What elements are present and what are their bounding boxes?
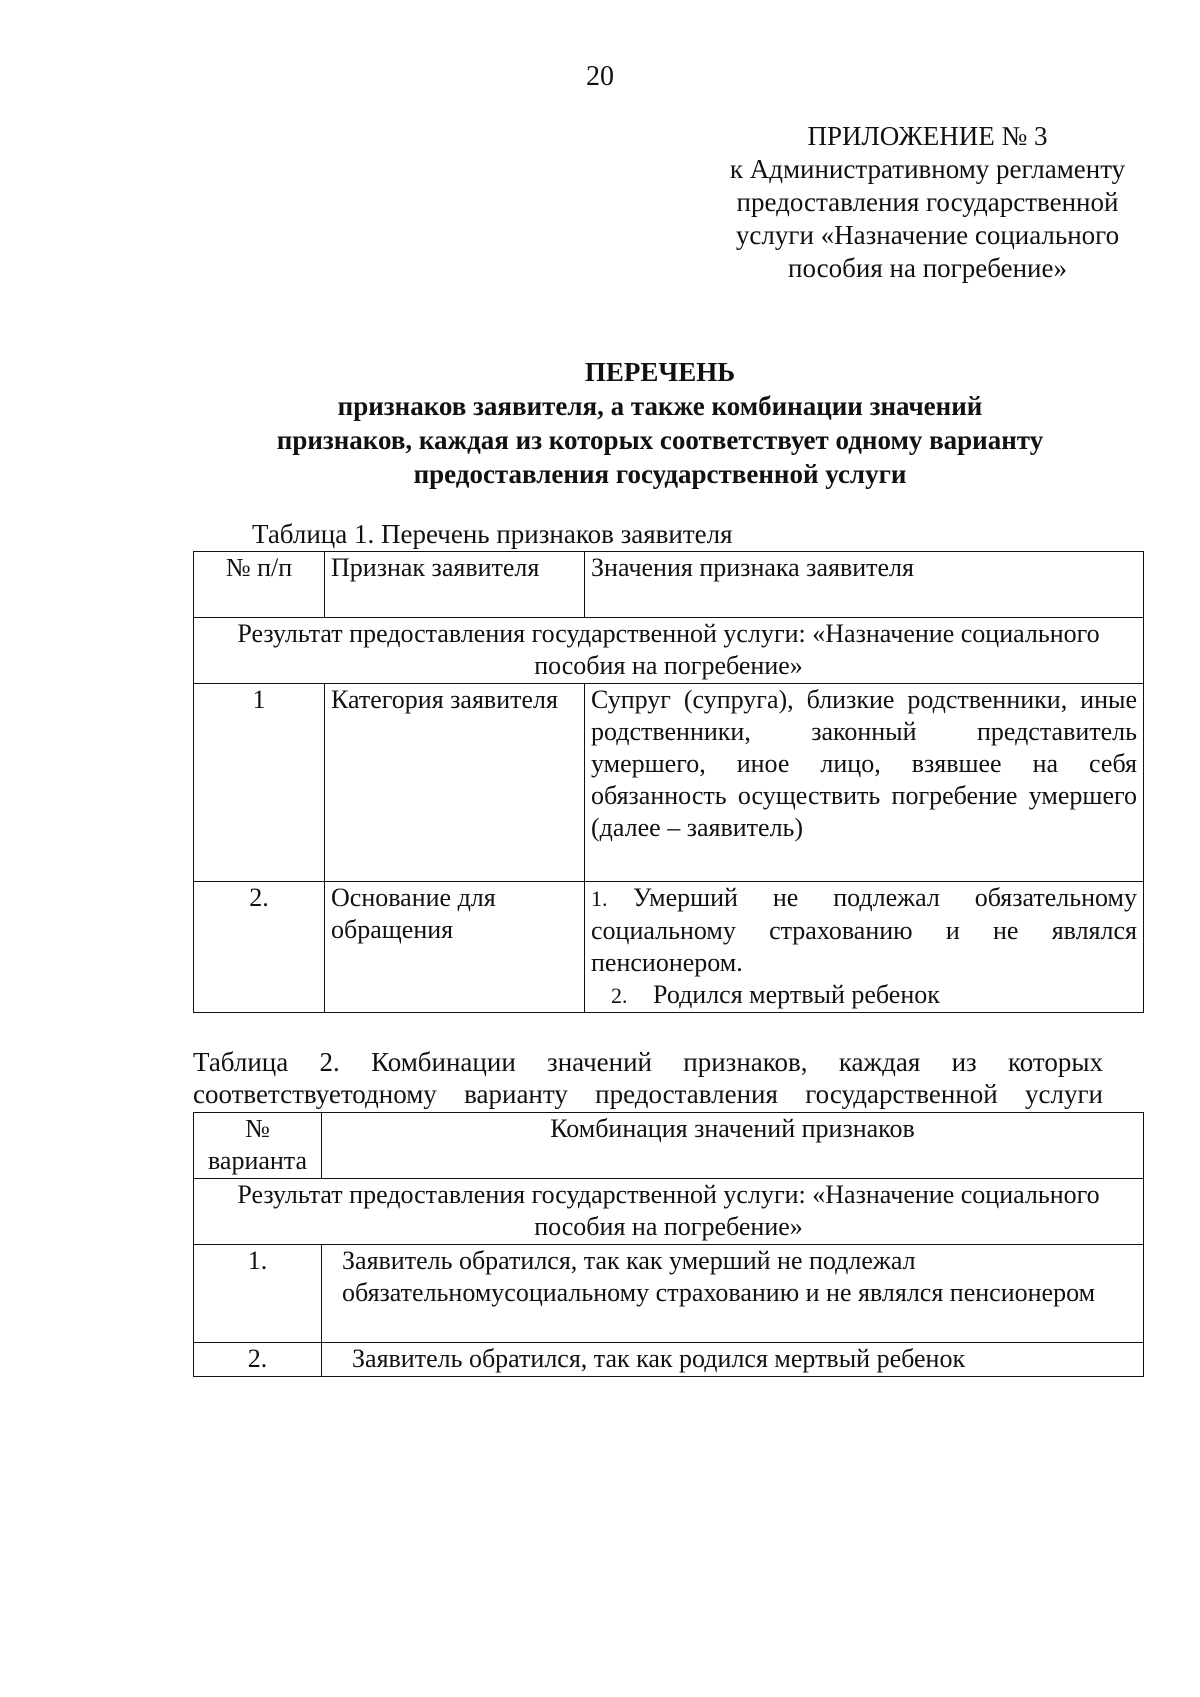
title-line: предоставления государственной услуги xyxy=(413,459,907,489)
row-sign: Категория заявителя xyxy=(325,684,585,882)
appendix-line: услуги «Назначение социального xyxy=(735,220,1120,250)
row-value-list xyxy=(585,882,1144,1013)
table2-header-number: № варианта xyxy=(194,1113,322,1179)
appendix-line: ПРИЛОЖЕНИЕ № 3 xyxy=(807,121,1048,151)
table1 xyxy=(193,551,1144,1013)
table1-section: Результат предоставления государственной услуги: «Назначение социального пособия на погребение» xyxy=(194,618,1144,684)
list-text: Умерший не подлежал обязательному социальному страхованию и не являлся пенсионером. xyxy=(591,883,1137,977)
table-row xyxy=(194,1245,1144,1343)
document-title xyxy=(220,355,1100,491)
table1-header-sign: Признак заявителя xyxy=(325,552,585,618)
row-number: 2. xyxy=(194,882,325,1013)
list-item xyxy=(591,979,1137,1012)
row-value: Супруг (супруга), близкие родственники, иные родственники, законный представитель умершего, иное лицо, взявшее на себя обязанность осуществить погребение умершего (далее – заявитель) xyxy=(585,684,1144,882)
table2-header-row xyxy=(194,1113,1144,1179)
list-text: Родился мертвый ребенок xyxy=(653,980,940,1009)
list-marker: 2. xyxy=(611,983,628,1008)
table-row xyxy=(194,1343,1144,1377)
table2-section: Результат предоставления государственной услуги: «Назначение социального пособия на погребение» xyxy=(194,1179,1144,1245)
appendix-line: предоставления государственной xyxy=(736,187,1119,217)
row-number: 1. xyxy=(194,1245,322,1343)
table2-section-row xyxy=(194,1179,1144,1245)
row-number: 2. xyxy=(194,1343,322,1377)
appendix-block xyxy=(700,120,1155,285)
table1-section-row xyxy=(194,618,1144,684)
title-heading: ПЕРЕЧЕНЬ xyxy=(584,357,736,387)
row-number: 1 xyxy=(194,684,325,882)
table2-header-combination: Комбинация значений признаков xyxy=(322,1113,1144,1179)
table1-header-values: Значения признака заявителя xyxy=(585,552,1144,618)
table1-header-number: № п/п xyxy=(194,552,325,618)
appendix-line: пособия на погребение» xyxy=(788,253,1067,283)
table2 xyxy=(193,1112,1144,1377)
table1-caption: Таблица 1. Перечень признаков заявителя xyxy=(252,519,733,549)
table-row xyxy=(194,684,1144,882)
table-row xyxy=(194,882,1144,1013)
appendix-line: к Административному регламенту xyxy=(729,154,1126,184)
list-item xyxy=(591,882,1137,979)
title-line: признаков, каждая из которых соответствует одному варианту xyxy=(276,425,1044,455)
row-combination: Заявитель обратился, так как родился мертвый ребенок xyxy=(322,1343,1144,1377)
table1-header-row xyxy=(194,552,1144,618)
row-combination: Заявитель обратился, так как умерший не подлежал обязательномусоциальному страхованию и не являлся пенсионером xyxy=(322,1245,1144,1343)
row-sign: Основание для обращения xyxy=(325,882,585,1013)
list-marker: 1. xyxy=(591,886,608,911)
table2-caption: Таблица 2. Комбинации значений признаков, каждая из которых соответствуетодному варианту предоставления государственной услуги xyxy=(193,1047,1103,1109)
page-number: 20 xyxy=(586,61,614,92)
title-line: признаков заявителя, а также комбинации значений xyxy=(337,391,983,421)
